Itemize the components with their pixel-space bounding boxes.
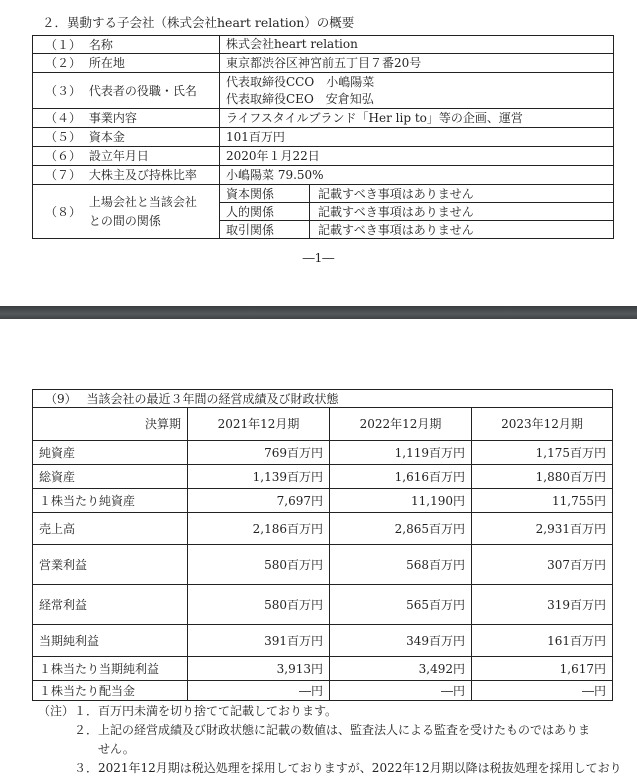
row-label: 売上高 (33, 513, 188, 545)
overview-value-cell (220, 128, 614, 147)
row-value: 1,880百万円 (472, 465, 613, 489)
row-label: 営業利益 (33, 545, 188, 585)
row-label: 純資産 (33, 441, 188, 465)
row-value: 2,931百万円 (472, 513, 613, 545)
overview-label-cell (33, 73, 220, 109)
note-line: ２．上記の経営成績及び財政状態に記載の数値は、監査法人による監査を受けたものではありま (38, 723, 591, 737)
table-row (33, 513, 613, 545)
row-value: 319百万円 (472, 585, 613, 625)
notes (38, 702, 622, 778)
item-number: （１） (44, 37, 81, 52)
overview-label-cell (33, 128, 220, 147)
overview-value: ライフスタイルブランド「Her lip to」等の企画、運営 (226, 110, 523, 125)
item-label: 名称 (88, 37, 113, 52)
overview-value: 101百万円 (226, 129, 285, 144)
row-value: 2,865百万円 (330, 513, 472, 545)
overview-value-cell (220, 109, 614, 128)
row-value: 349百万円 (330, 625, 472, 657)
overview-value: 株式会社heart relation (226, 37, 358, 51)
table-row (33, 545, 613, 585)
row-value: 2,186百万円 (188, 513, 330, 545)
relation-type: 取引関係 (220, 221, 310, 239)
row-value: 1,617円 (472, 657, 613, 681)
row-label: １株当たり純資産 (33, 489, 188, 513)
overview-value-cell (220, 54, 614, 73)
overview-row (33, 128, 614, 147)
row-value: 1,175百万円 (472, 441, 613, 465)
item-label: 設立年月日 (88, 149, 149, 163)
item-number: （２） (44, 56, 81, 70)
overview-row (33, 36, 614, 54)
row-value: 1,119百万円 (330, 441, 472, 465)
row-value: 3,492円 (330, 657, 472, 681)
item-label: 代表者の役職・氏名 (88, 83, 197, 98)
item-label: 資本金 (88, 130, 125, 144)
item-number: （６） (44, 149, 81, 163)
relation-type: 人的関係 (220, 203, 310, 221)
item-number: （３） (44, 83, 81, 98)
item-number: （７） (44, 168, 81, 182)
overview-value-cell (220, 147, 614, 166)
table-row (33, 489, 613, 513)
note-line: ３．2021年12月期は税込処理を採用しておりますが、2022年12月期以降は税抜処理を採用しており (38, 761, 622, 775)
table-row (33, 657, 613, 681)
period-header: 2022年12月期 (330, 408, 472, 441)
subsidiary-overview-table (32, 35, 614, 239)
row-value: 1,616百万円 (330, 465, 472, 489)
row-label: 経常利益 (33, 585, 188, 625)
table-row (33, 441, 613, 465)
note-line: （注）１．百万円未満を切り捨てて記載しております。 (38, 704, 338, 718)
relation-label-line2: との間の関係 (88, 213, 161, 228)
item-label: 所在地 (88, 56, 125, 70)
row-value: 565百万円 (330, 585, 472, 625)
item-number: （４） (44, 111, 81, 125)
note-line: せん。 (38, 742, 135, 756)
item-label: 事業内容 (88, 111, 137, 125)
overview-value: 2020年１月22日 (226, 148, 320, 163)
overview-label-cell (33, 147, 220, 166)
row-value: 769百万円 (188, 441, 330, 465)
table-row (33, 681, 613, 701)
financial-results-table (32, 389, 613, 701)
table-row (33, 625, 613, 657)
row-value: 307百万円 (472, 545, 613, 585)
row-value: ―円 (472, 681, 613, 701)
row-value: 161百万円 (472, 625, 613, 657)
period-header: 2021年12月期 (188, 408, 330, 441)
row-value: 1,139百万円 (188, 465, 330, 489)
relation-type: 資本関係 (220, 185, 310, 203)
period-label: 決算期 (33, 408, 188, 441)
overview-label-cell (33, 166, 220, 185)
period-header: 2023年12月期 (472, 408, 613, 441)
overview-value: 東京都渋谷区神宮前五丁目７番20号 (226, 55, 422, 70)
table-row (33, 465, 613, 489)
row-label: １株当たり当期純利益 (33, 657, 188, 681)
row-value: 11,190円 (330, 489, 472, 513)
relation-value: 記載すべき事項はありません (310, 185, 614, 203)
overview-row (33, 109, 614, 128)
relation-row (33, 185, 614, 203)
overview-label-cell (33, 36, 220, 54)
relation-value: 記載すべき事項はありません (310, 221, 614, 239)
relation-label-cell (33, 185, 220, 239)
relation-label-line1: 上場会社と当該会社 (88, 194, 197, 209)
overview-value-cell (220, 73, 614, 109)
table-title: （9） 当該会社の最近３年間の経営成績及び財政状態 (33, 390, 613, 408)
row-label: 総資産 (33, 465, 188, 489)
overview-value-cell (220, 166, 614, 185)
overview-value-2: 代表取締役CEO 安倉知弘 (226, 91, 374, 106)
row-value: ―円 (188, 681, 330, 701)
row-value: 11,755円 (472, 489, 613, 513)
row-label: １株当たり配当金 (33, 681, 188, 701)
row-label: 当期純利益 (33, 625, 188, 657)
row-value: 580百万円 (188, 545, 330, 585)
header-row (33, 408, 613, 441)
row-value: 580百万円 (188, 585, 330, 625)
item-label: 大株主及び持株比率 (88, 168, 197, 182)
row-value: ―円 (330, 681, 472, 701)
row-value: 391百万円 (188, 625, 330, 657)
row-value: 7,697円 (188, 489, 330, 513)
overview-value: 小嶋陽菜 79.50% (226, 167, 324, 182)
table-row (33, 585, 613, 625)
overview-row (33, 147, 614, 166)
item-number: （８） (44, 204, 81, 219)
relation-value: 記載すべき事項はありません (310, 203, 614, 221)
overview-label-cell (33, 109, 220, 128)
overview-value-cell (220, 36, 614, 54)
row-value: 3,913円 (188, 657, 330, 681)
page-separator (0, 306, 637, 319)
row-value: 568百万円 (330, 545, 472, 585)
section-title: ２．異動する子会社（株式会社heart relation）の概要 (42, 15, 355, 30)
overview-row (33, 54, 614, 73)
overview-value: 代表取締役CCO 小嶋陽菜 (226, 74, 375, 89)
page-number: ―1― (302, 251, 335, 265)
overview-label-cell (33, 54, 220, 73)
overview-row (33, 73, 614, 109)
overview-row (33, 166, 614, 185)
item-number: （５） (44, 130, 81, 144)
